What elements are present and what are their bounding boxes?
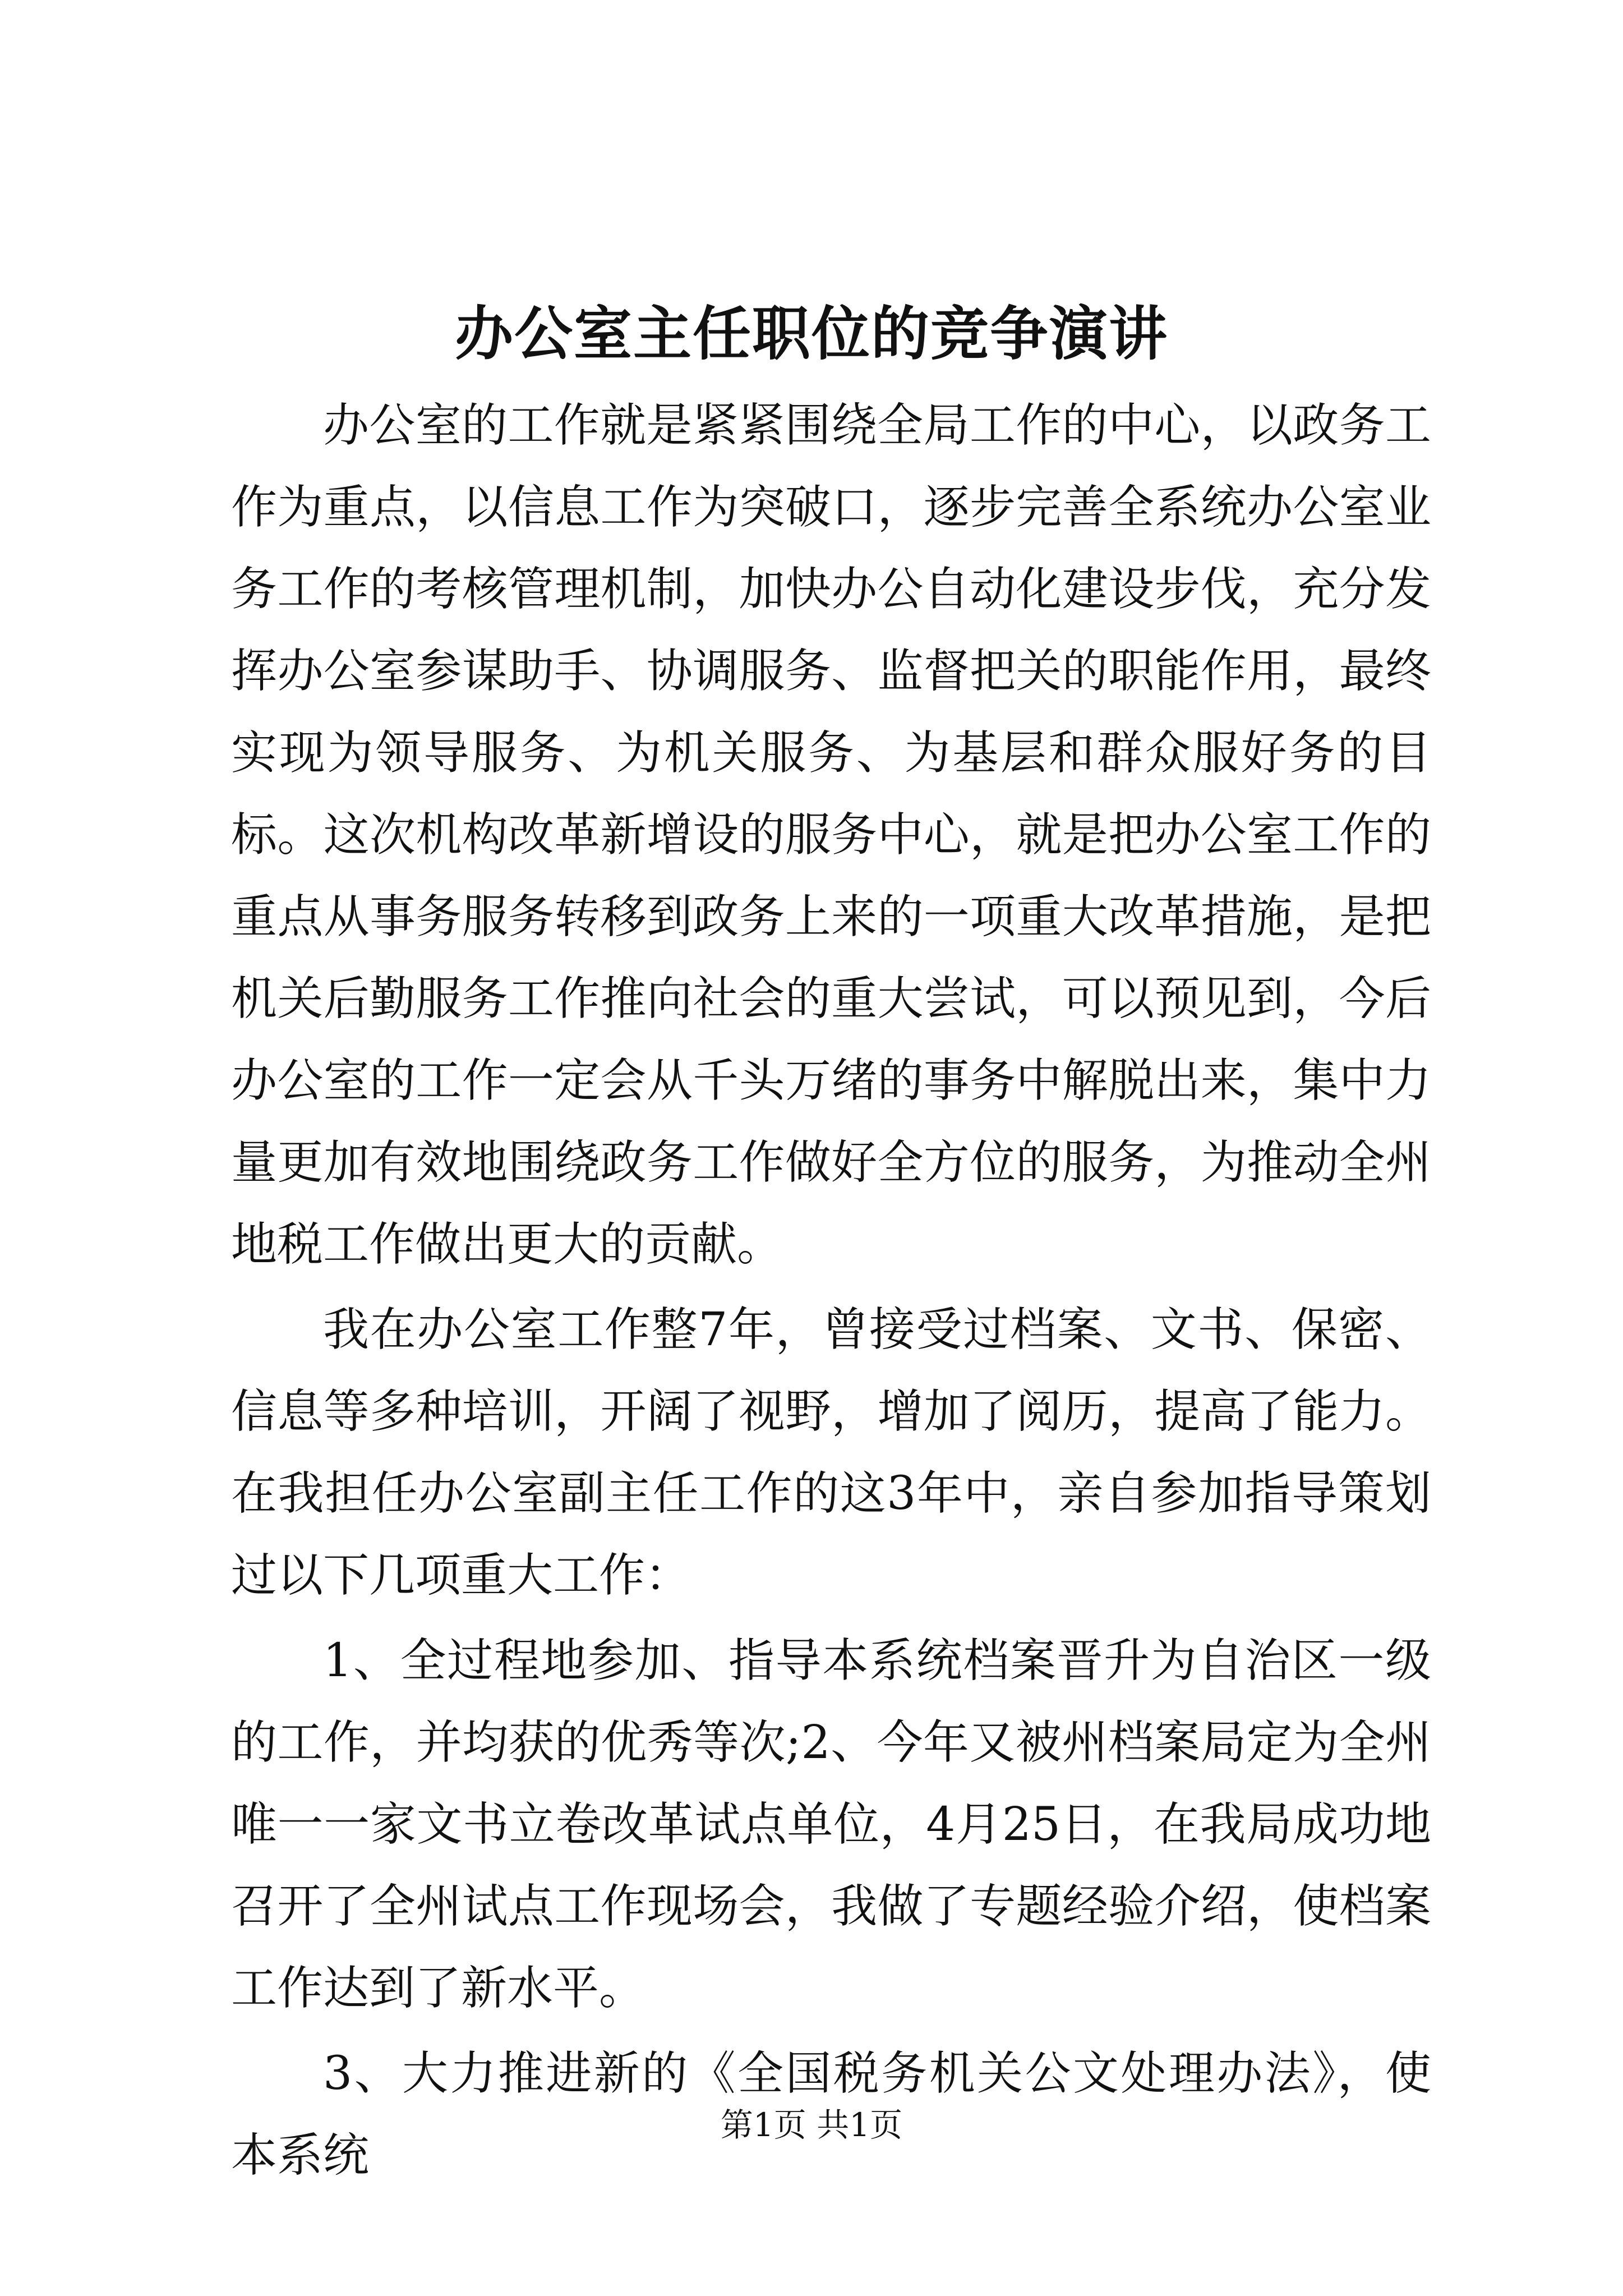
paragraph: 1、全过程地参加、指导本系统档案晋升为自治区一级的工作，并均获的优秀等次;2、今年又被州档案局定为全州唯一一家文书立卷改革试点单位，4月25日，在我局成功地召开了全州试点工作现场会，我做了专题经验介绍，使档案工作达到了新水平。: [231, 1634, 1431, 2015]
paragraph: 3、大力推进新的《全国税务机关公文处理办法》，使本系统: [231, 2047, 1431, 2182]
page-footer: 第1页 共1页: [720, 2106, 903, 2144]
paragraph: 我在办公室工作整7年，曾接受过档案、文书、保密、信息等多种培训，开阔了视野，增加了阅历，提高了能力。在我担任办公室副主任工作的这3年中，亲自参加指导策划过以下几项重大工作：: [231, 1303, 1431, 1602]
document-body: [231, 385, 1431, 2197]
paragraph: 办公室的工作就是紧紧围绕全局工作的中心，以政务工作为重点，以信息工作为突破口，逐步完善全系统办公室业务工作的考核管理机制，加快办公自动化建设步伐，充分发挥办公室参谋助手、协调服务、监督把关的职能作用，最终实现为领导服务、为机关服务、为基层和群众服好务的目标。这次机构改革新增设的服务中心，就是把办公室工作的重点从事务服务转移到政务上来的一项重大改革措施，是把机关后勤服务工作推向社会的重大尝试，可以预见到，今后办公室的工作一定会从千头万绪的事务中解脱出来，集中力量更加有效地围绕政务工作做好全方位的服务，为推动全州地税工作做出更大的贡献。: [231, 399, 1431, 1271]
document-title: 办公室主任职位的竞争演讲: [454, 299, 1168, 368]
